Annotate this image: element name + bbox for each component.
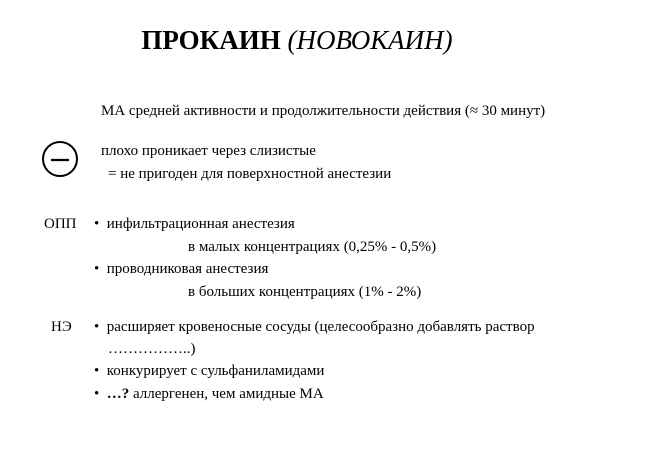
bullet-icon: • [94,261,100,277]
ne-label: НЭ [51,319,72,335]
list-item-bold-prefix: …? [106,386,130,402]
bullet-icon: • [94,216,100,232]
list-item-text: инфильтрационная анестезия [106,216,295,232]
list-item-detail: ……………..) [108,341,196,357]
list-item [94,258,268,280]
bullet-icon: • [94,363,100,379]
list-item-detail: в больших концентрациях (1% - 2%) [188,284,422,300]
title-main: ПРОКАИН [141,25,281,55]
page-title [0,20,594,60]
opp-label: ОПП [44,216,77,232]
title-alt: (НОВОКАИН) [287,25,453,55]
minus-circle-icon [41,140,79,178]
list-item-text: проводниковая анестезия [106,261,269,277]
list-item-detail: в малых концентрациях (0,25% - 0,5%) [188,239,437,255]
list-item [94,316,535,338]
drawback-line2: = не пригоден для поверхностной анестезии [108,166,392,182]
list-item-text: расширяет кровеносные сосуды (целесообразно добавлять раствор [106,319,535,335]
list-item [94,360,324,382]
drawback-line1: плохо проникает через слизистые [101,143,316,159]
bullet-icon: • [94,319,100,335]
list-item [94,213,295,235]
list-item-text: конкурирует с сульфаниламидами [106,363,325,379]
list-item-text: аллергенен, чем амидные МА [129,386,324,402]
bullet-icon: • [94,386,100,402]
list-item [94,383,324,405]
intro-text: МА средней активности и продолжительности действия (≈ 30 минут) [101,103,546,119]
